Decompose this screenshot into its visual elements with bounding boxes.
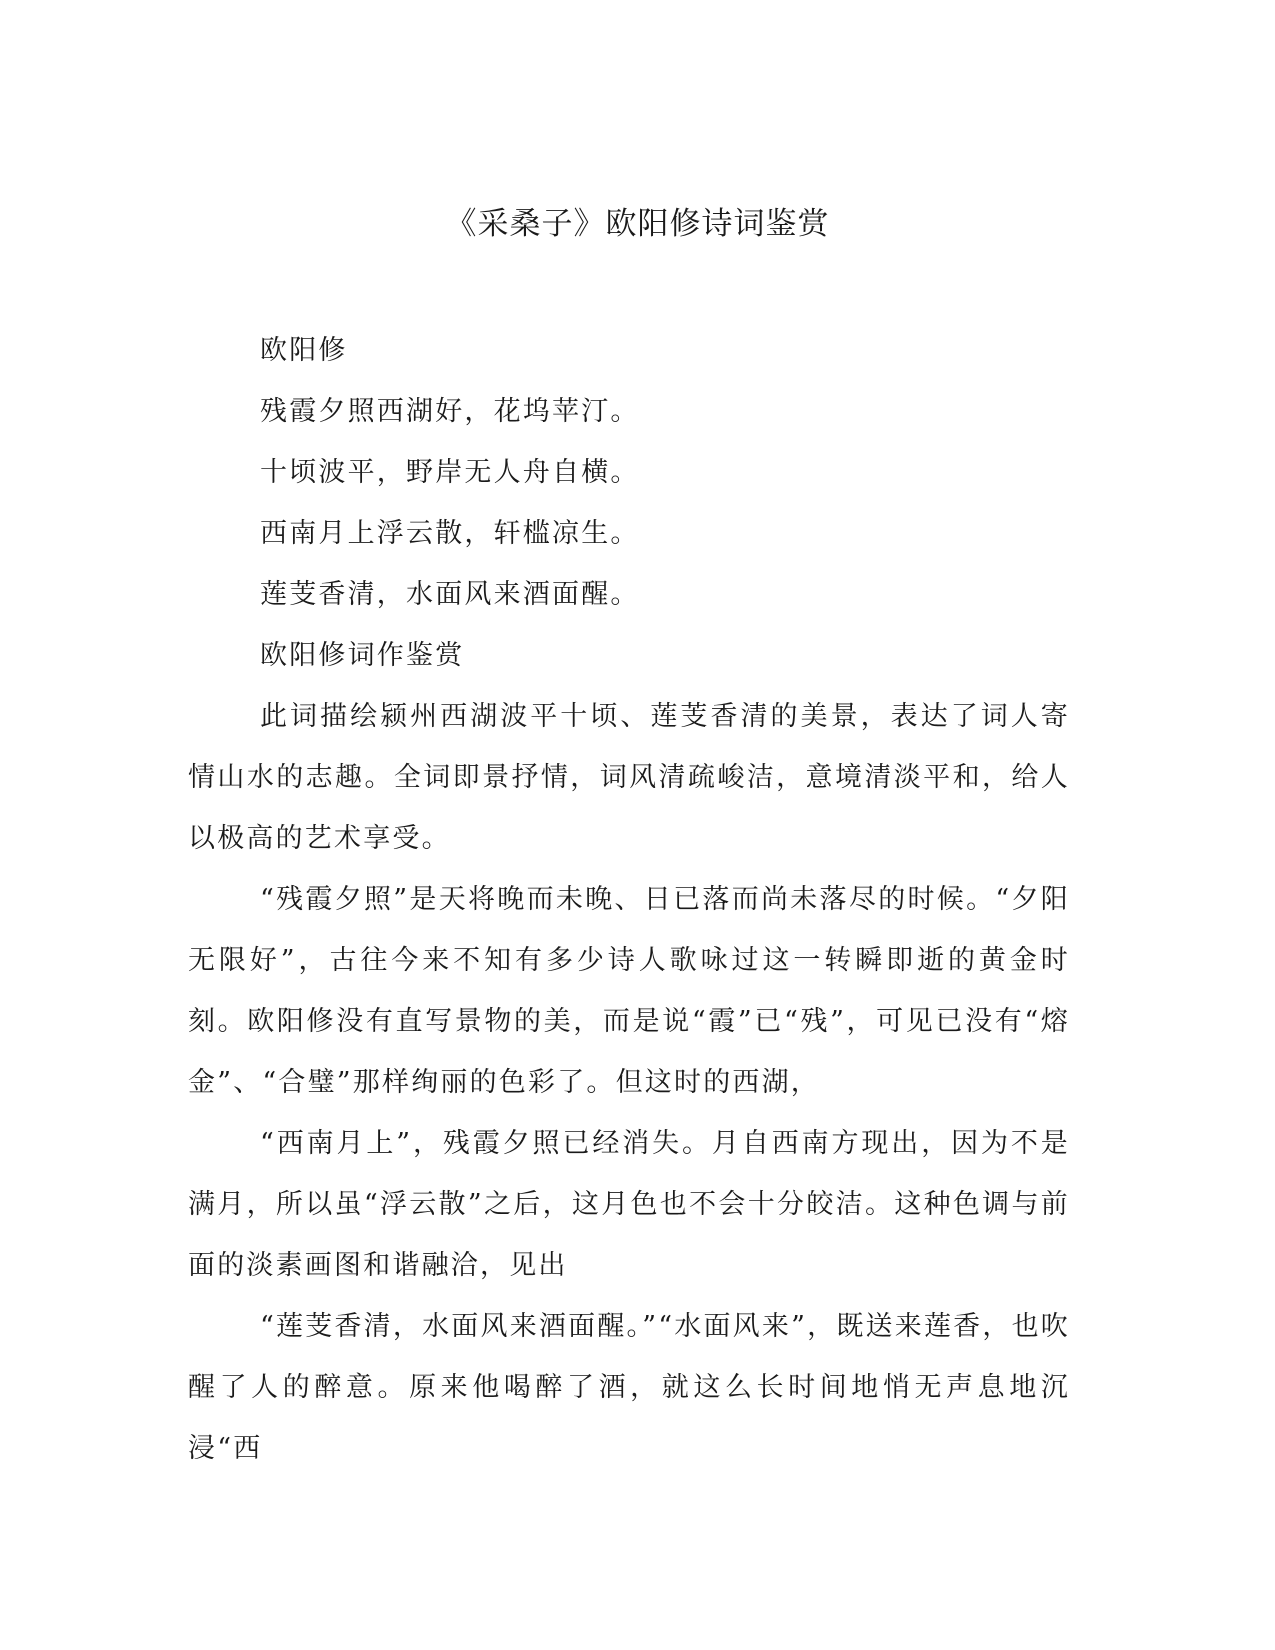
- author-line: 欧阳修: [260, 335, 348, 366]
- document-body: [188, 320, 1070, 1479]
- paragraph: 此词描绘颍州西湖波平十顷、莲芰香清的美景，表达了词人寄情山水的志趣。全词即景抒情，词风清疏峻洁，意境清淡平和，给人以极高的艺术享受。: [188, 701, 1070, 854]
- section-heading: 欧阳修词作鉴赏: [260, 640, 465, 671]
- paragraph: “残霞夕照”是天将晚而未晚、日已落而尚未落尽的时候。“夕阳无限好”，古往今来不知有多少诗人歌咏过这一转瞬即逝的黄金时刻。欧阳修没有直写景物的美，而是说“霞”已“残”，可见已没有“熔金”、“合璧”那样绚丽的色彩了。但这时的西湖，: [188, 884, 1070, 1098]
- poem-line: 残霞夕照西湖好，花坞苹汀。: [260, 396, 640, 427]
- poem-line: 莲芰香清，水面风来酒面醒。: [260, 579, 640, 610]
- poem-line: 十顷波平，野岸无人舟自横。: [260, 457, 640, 488]
- paragraph: “莲芰香清，水面风来酒面醒。”“水面风来”，既送来莲香，也吹醒了人的醉意。原来他喝醉了酒，就这么长时间地悄无声息地沉浸“西: [188, 1311, 1070, 1464]
- poem-line: 西南月上浮云散，轩槛凉生。: [260, 518, 640, 549]
- paragraph: “西南月上”，残霞夕照已经消失。月自西南方现出，因为不是满月，所以虽“浮云散”之后，这月色也不会十分皎洁。这种色调与前面的淡素画图和谐融洽，见出: [188, 1128, 1070, 1281]
- document-title: 《采桑子》欧阳修诗词鉴赏: [445, 206, 830, 242]
